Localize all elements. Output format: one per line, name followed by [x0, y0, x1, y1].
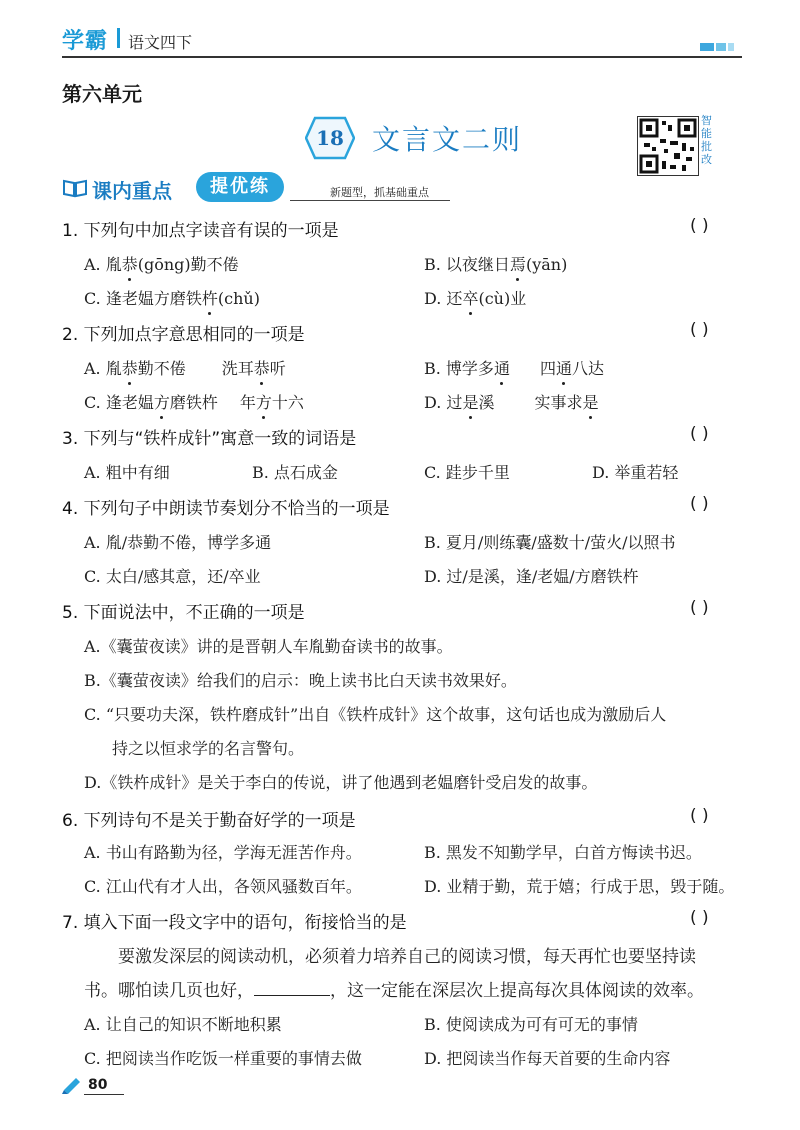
header-divider [117, 28, 120, 48]
brand-logo: 学霸 [62, 29, 109, 54]
option-c-continued: 持之以恒求学的名言警句。 [112, 739, 305, 758]
option-c[interactable]: C. 逢老媪方磨铁杵 年方十六 [84, 390, 304, 413]
option-a[interactable]: A. 胤恭(gōng)勤不倦 [84, 252, 239, 275]
option-a[interactable]: A. 让自己的知识不断地积累 [84, 1015, 282, 1034]
option-d[interactable]: D.《铁杵成针》是关于李白的传说，讲了他遇到老媪磨针受启发的故事。 [84, 773, 598, 792]
section-title: 课内重点 [92, 179, 172, 203]
option-c[interactable]: C. “只要功夫深，铁杵磨成针”出自《铁杵成针》这个故事，这句话也成为激励后人 [84, 705, 667, 724]
option-d[interactable]: D. 过是溪 实事求是 [424, 390, 599, 413]
lesson-title: 文言文二则 [372, 123, 523, 156]
fill-in-blank[interactable] [254, 981, 330, 996]
subject-label: 语文四下 [128, 33, 193, 52]
option-c[interactable]: C. 把阅读当作吃饭一样重要的事情去做 [84, 1049, 362, 1068]
passage-line: 要激发深层的阅读动机，必须着力培养自己的阅读习惯，每天再忙也要坚持读 [118, 947, 696, 967]
question-stem: 6. 下列诗句不是关于勤奋好学的一项是 [62, 811, 356, 831]
option-a[interactable]: A. 书山有路勤为径，学海无涯苦作舟。 [84, 843, 362, 862]
question-stem: 4. 下列句子中朗读节奏划分不恰当的一项是 [62, 499, 390, 519]
question-stem: 3. 下列与“铁杵成针”寓意一致的词语是 [62, 429, 357, 449]
option-b[interactable]: B. 黑发不知勤学早，白首方悔读书迟。 [424, 843, 702, 862]
answer-paren[interactable]: ( ) [690, 806, 709, 826]
answer-paren[interactable]: ( ) [690, 424, 709, 444]
footer-rule [84, 1094, 124, 1095]
option-b[interactable]: B.《囊萤夜读》给我们的启示：晚上读书比白天读书效果好。 [84, 671, 517, 690]
unit-title: 第六单元 [62, 82, 142, 106]
qr-side-label: 智能批改 [701, 114, 712, 166]
option-b[interactable]: B. 使阅读成为可有可无的事情 [424, 1015, 638, 1034]
option-b[interactable]: B. 点石成金 [252, 463, 338, 482]
option-a[interactable]: A. 胤/恭勤不倦，博学多通 [84, 533, 272, 552]
question-stem: 2. 下列加点字意思相同的一项是 [62, 325, 305, 345]
section-underline [290, 200, 450, 201]
answer-paren[interactable]: ( ) [690, 320, 709, 340]
option-d[interactable]: D. 把阅读当作每天首要的生命内容 [424, 1049, 671, 1068]
option-a[interactable]: A. 粗中有细 [84, 463, 170, 482]
question-stem: 5. 下面说法中，不正确的一项是 [62, 603, 305, 623]
passage-line: 书。哪怕读几页也好， ，这一定能在深层次上提高每次具体阅读的效率。 [84, 981, 704, 1001]
option-b[interactable]: B. 博学多通 四通八达 [424, 356, 604, 379]
pencil-icon [62, 1074, 84, 1098]
answer-paren[interactable]: ( ) [690, 598, 709, 618]
option-a[interactable]: A. 胤恭勤不倦 洗耳恭听 [84, 356, 286, 379]
answer-paren[interactable]: ( ) [690, 908, 709, 928]
option-d[interactable]: D. 还卒(cù)业 [424, 286, 526, 309]
option-c[interactable]: C. 太白/感其意，还/卒业 [84, 567, 261, 586]
option-b[interactable]: B. 夏月/则练囊/盛数十/萤火/以照书 [424, 533, 676, 552]
option-c[interactable]: C. 逢老媪方磨铁杵(chǔ) [84, 286, 260, 309]
page-number: 80 [88, 1077, 108, 1093]
book-icon [62, 178, 88, 202]
header-decoration [700, 36, 742, 46]
option-b[interactable]: B. 以夜继日焉(yān) [424, 252, 567, 275]
header-rule [62, 56, 742, 58]
qr-code-icon[interactable] [637, 116, 699, 176]
option-c[interactable]: C. 跬步千里 [424, 463, 510, 482]
section-pill: 提优练 [196, 172, 284, 202]
question-stem: 7. 填入下面一段文字中的语句，衔接恰当的是 [62, 913, 407, 933]
answer-paren[interactable]: ( ) [690, 216, 709, 236]
option-d[interactable]: D. 业精于勤，荒于嬉；行成于思，毁于随。 [424, 877, 735, 896]
question-stem: 1. 下列句中加点字读音有误的一项是 [62, 221, 339, 241]
option-c[interactable]: C. 江山代有才人出，各领风骚数百年。 [84, 877, 362, 896]
option-a[interactable]: A.《囊萤夜读》讲的是晋朝人车胤勤奋读书的故事。 [84, 637, 453, 656]
lesson-number: 18 [316, 126, 344, 150]
answer-paren[interactable]: ( ) [690, 494, 709, 514]
option-d[interactable]: D. 过/是溪，逢/老媪/方磨铁杵 [424, 567, 639, 586]
page-header [0, 0, 800, 60]
option-d[interactable]: D. 举重若轻 [592, 463, 679, 482]
section-note: 新题型，抓基础重点 [330, 186, 429, 199]
